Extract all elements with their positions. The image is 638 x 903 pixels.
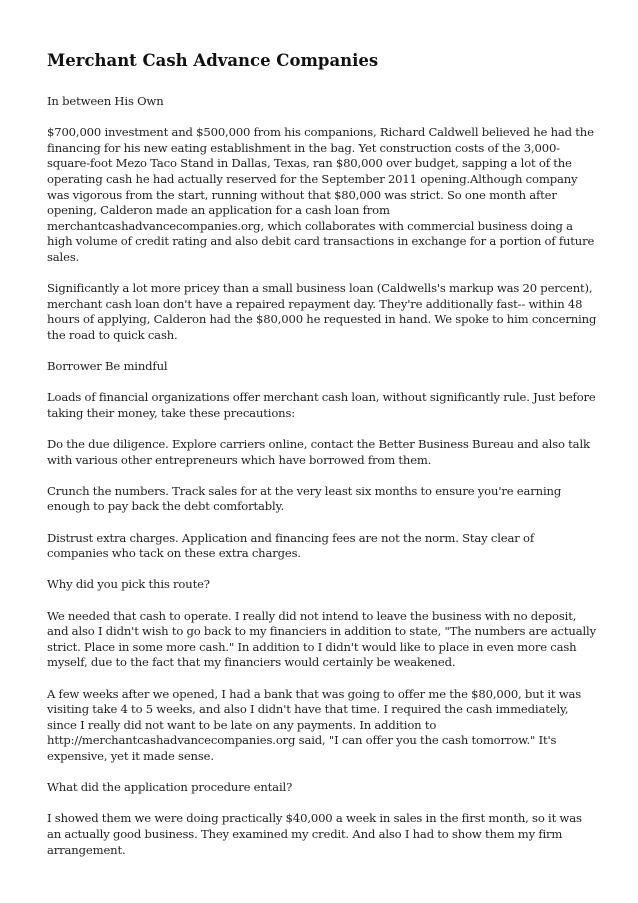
paragraph: $700,000 investment and $500,000 from his companions, Richard Caldwell believed he had the financing for his new eating establishment in the bag. Yet construction costs of the 3,000-square-foot Mezo Taco Stand in Dallas, Texas, ran $80,000 over budget, sapping a lot of the operating cash he had actually reserved for the September 2011 opening.Although company was vigorous from the start, running without that $80,000 was strict. So one month after opening, Calderon made an application for a cash loan from merchantcashadvancecompanies.org, which collaborates with commercial business doing a high volume of credit rating and also debit card transactions in exchange for a portion of future sales. <box>47 125 595 264</box>
paragraph: Loads of financial organizations offer merchant cash loan, without significantly rule. Just before taking their money, take these precautions: <box>47 390 596 420</box>
paragraph-subheading: In between His Own <box>47 94 164 108</box>
document-title: Merchant Cash Advance Companies <box>47 51 379 70</box>
paragraph: I showed them we were doing practically $40,000 a week in sales in the first month, so it was an actually good business. They examined my credit. And also I had to show them my firm arrangement. <box>47 811 582 857</box>
paragraph-question: What did the application procedure entail? <box>47 780 293 795</box>
paragraph-question: Why did you pick this route? <box>47 577 210 592</box>
paragraph: We needed that cash to operate. I really did not intend to leave the business with no deposit, and also I didn't wish to go back to my financiers in addition to state, "The numbers are actually strict. Place in some more cash." In addition to I didn't would like to place in even more cash myself, due to the fact that my financiers would certainly be weakened. <box>47 608 596 670</box>
paragraph: Do the due diligence. Explore carriers online, contact the Better Business Bureau and also talk with various other entrepreneurs which have borrowed from them. <box>47 437 590 467</box>
paragraph-subheading: Borrower Be mindful <box>47 359 168 374</box>
paragraph: Distrust extra charges. Application and financing fees are not the norm. Stay clear of companies who tack on these extra charges. <box>47 530 534 561</box>
document-page <box>47 50 597 874</box>
paragraph: Significantly a lot more pricey than a small business loan (Caldwells's markup was 20 percent), merchant cash loan don't have a repaired repayment day. They're additionally fast-- within 48 hours of applying, Calderon had the $80,000 he requested in hand. We spoke to him concerning the road to quick cash. <box>47 281 597 342</box>
paragraph: A few weeks after we opened, I had a bank that was going to offer me the $80,000, but it was visiting take 4 to 5 weeks, and also I didn't have that time. I required the cash immediately, since I really did not want to be late on any payments. In addition to http://merchantcashadvancecompanies.org said, "I can offer you the cash tomorrow." It's expensive, yet it made sense. <box>47 686 582 763</box>
paragraph: Crunch the numbers. Track sales for at the very least six months to ensure you're earning enough to pay back the debt comfortably. <box>47 483 562 514</box>
